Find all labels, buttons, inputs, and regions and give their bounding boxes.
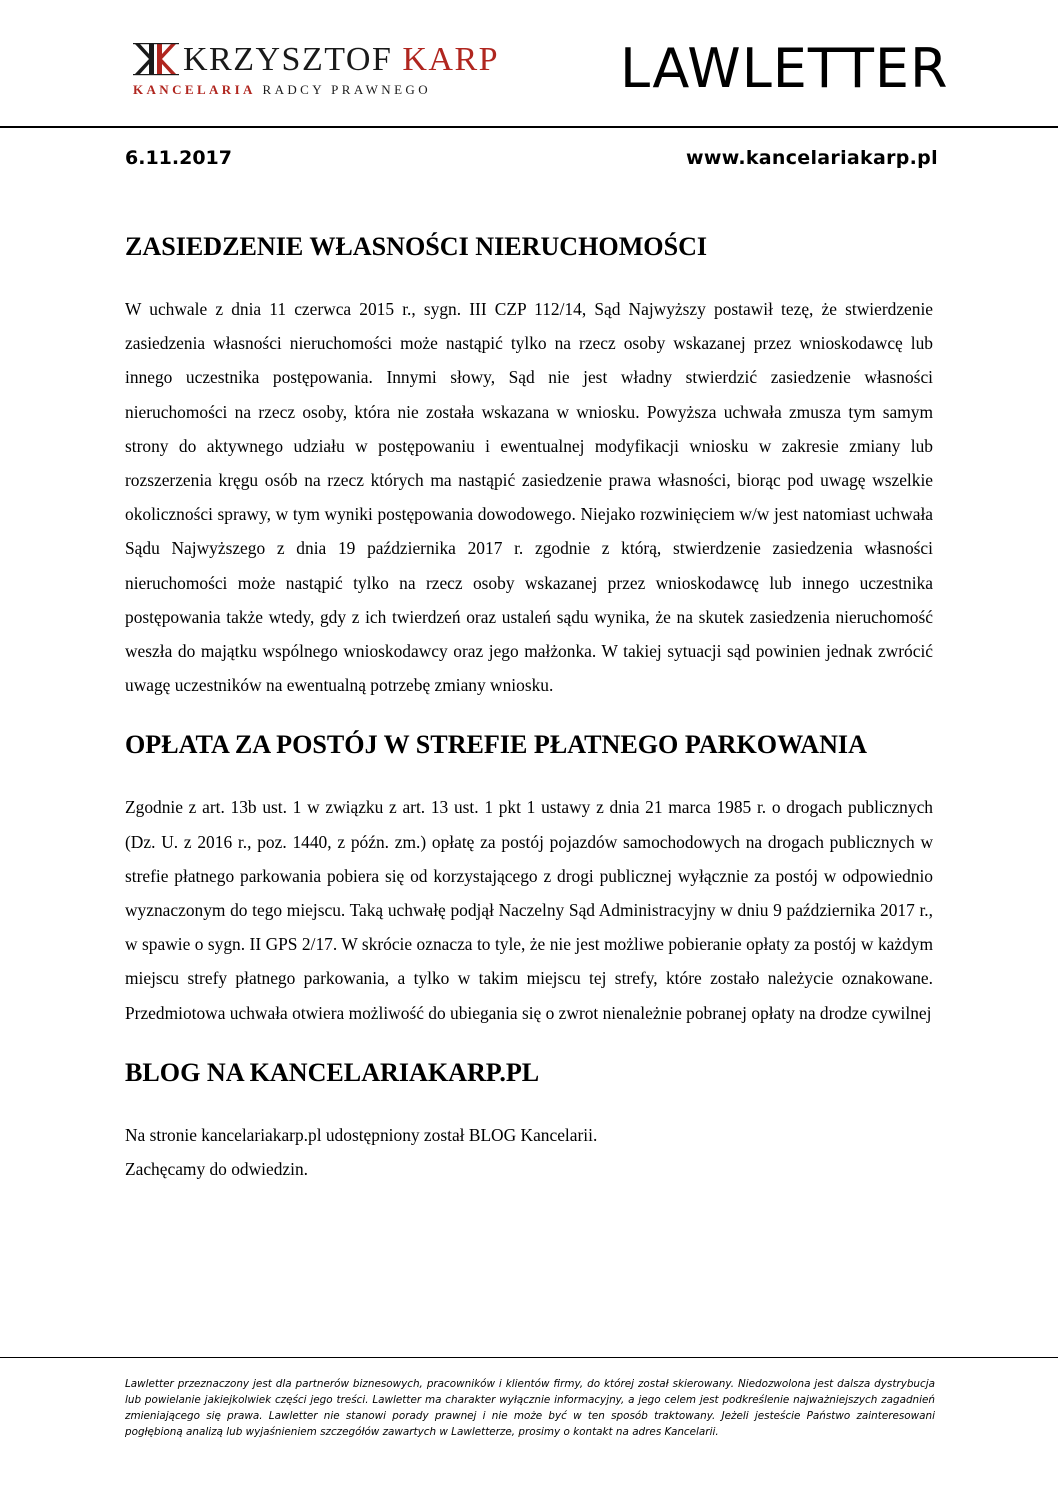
- logo-firm-name: [183, 42, 499, 78]
- blog-line: Zachęcamy do odwiedzin.: [125, 1159, 309, 1180]
- section-body: W uchwale z dnia 11 czerwca 2015 r., sygn. III CZP 112/14, Sąd Najwyższy postawił tezę, że stwierdzenie zasiedzenia własności nieruchomości może nastąpić tylko na rzecz osoby wskazanej przez wnioskodawcę lub innego uczestnika postępowania. Innymi słowy, Sąd nie jest władny stwierdzić zasiedzenie własności nieruchomości na rzecz osoby, która nie została wskazana w wniosku. Powyższa uchwała zmusza tym samym strony do aktywnego udziału w postępowaniu i ewentualnej modyfikacji wniosku w zakresie zmiany lub rozszerzenia kręgu osób na rzecz których ma nastąpić zasiedzenie prawa własności, biorąc pod uwagę wszelkie okoliczności sprawy, w tym wyniki postępowania dowodowego. Niejako rozwinięciem w/w jest natomiast uchwała Sądu Najwyższego z dnia 19 października 2017 r. zgodnie z którą, stwierdzenie zasiedzenia własności nieruchomości może nastąpić tylko na rzecz osoby wskazanej przez wnioskodawcę lub innego uczestnika postępowania także wtedy, gdy z ich twierdzeń oraz ustaleń sądu wynika, że na skutek zasiedzenia nieruchomość weszła do majątku wspólnego wnioskodawcy oraz jego małżonka. W takiej sytuacji sąd powinien jednak zwrócić uwagę uczestników na ewentualną potrzebę zmiany wniosku.: [125, 299, 933, 696]
- footer-divider: [0, 1357, 1058, 1358]
- logo-name-prefix: KRZYSZTOF: [183, 41, 403, 78]
- newsletter-title: LAWLETTER: [620, 37, 949, 100]
- logo-name-accent: KARP: [402, 41, 500, 78]
- section-heading: ZASIEDZENIE WŁASNOŚCI NIERUCHOMOŚCI: [125, 232, 708, 261]
- logo-sub-rest: RADCY PRAWNEGO: [255, 82, 431, 97]
- header-divider: [0, 126, 1058, 128]
- firm-logo: [133, 40, 500, 100]
- section-heading: OPŁATA ZA POSTÓJ W STREFIE PŁATNEGO PARKOWANIA: [125, 730, 867, 760]
- kk-monogram-icon: [133, 40, 179, 80]
- issue-date: 6.11.2017: [125, 147, 232, 169]
- logo-subtitle: [133, 82, 431, 98]
- logo-sub-accent: KANCELARIA: [133, 82, 256, 97]
- section-heading: BLOG NA KANCELARIAKARP.PL: [125, 1057, 540, 1087]
- website-link[interactable]: www.kancelariakarp.pl: [686, 147, 938, 169]
- blog-line: Na stronie kancelariakarp.pl udostępniony został BLOG Kancelarii.: [125, 1124, 598, 1145]
- section-body: Zgodnie z art. 13b ust. 1 w związku z art. 13 ust. 1 pkt 1 ustawy z dnia 21 marca 1985 r. o drogach publicznych (Dz. U. z 2016 r., poz. 1440, z późn. zm.) opłatę za postój pojazdów samochodowych na drogach publicznych w strefie płatnego parkowania pobiera się od korzystającego z drogi publicznej wyłącznie za postój w odpowiednio wyznaczonym do tego miejscu. Taką uchwałę podjął Naczelny Sąd Administracyjny w dniu 9 października 2017 r., w spawie o sygn. II GPS 2/17. W skrócie oznacza to tyle, że nie jest możliwe pobieranie opłaty za postój w każdym miejscu strefy płatnego parkowania, a tylko w takim miejscu tej strefy, które zostało należycie oznakowane. Przedmiotowa uchwała otwiera możliwość do ubiegania się o zwrot nienależnie pobranej opłaty na drodze cywilnej: [125, 797, 933, 1023]
- section-body: [125, 1118, 933, 1186]
- newsletter-content: [125, 230, 933, 1186]
- footer-disclaimer: Lawletter przeznaczony jest dla partnerów biznesowych, pracowników i klientów firmy, do której został skierowany. Niedozwolona jest dalsza dystrybucja lub powielanie jakiejkolwiek części jego treści. Lawletter ma charakter wyłącznie informacyjny, a jego celem jest podkreślenie najważniejszych zagadnień zmieniającego się prawa. Lawletter nie stanowi porady prawnej i nie może być w ten sposób traktowany. Jeżeli jesteście Państwo zainteresowani pogłębioną analizą lub wyjaśnieniem szczegółów zawartych w Lawletterze, prosimy o kontakt na adres Kancelarii.: [125, 1378, 935, 1438]
